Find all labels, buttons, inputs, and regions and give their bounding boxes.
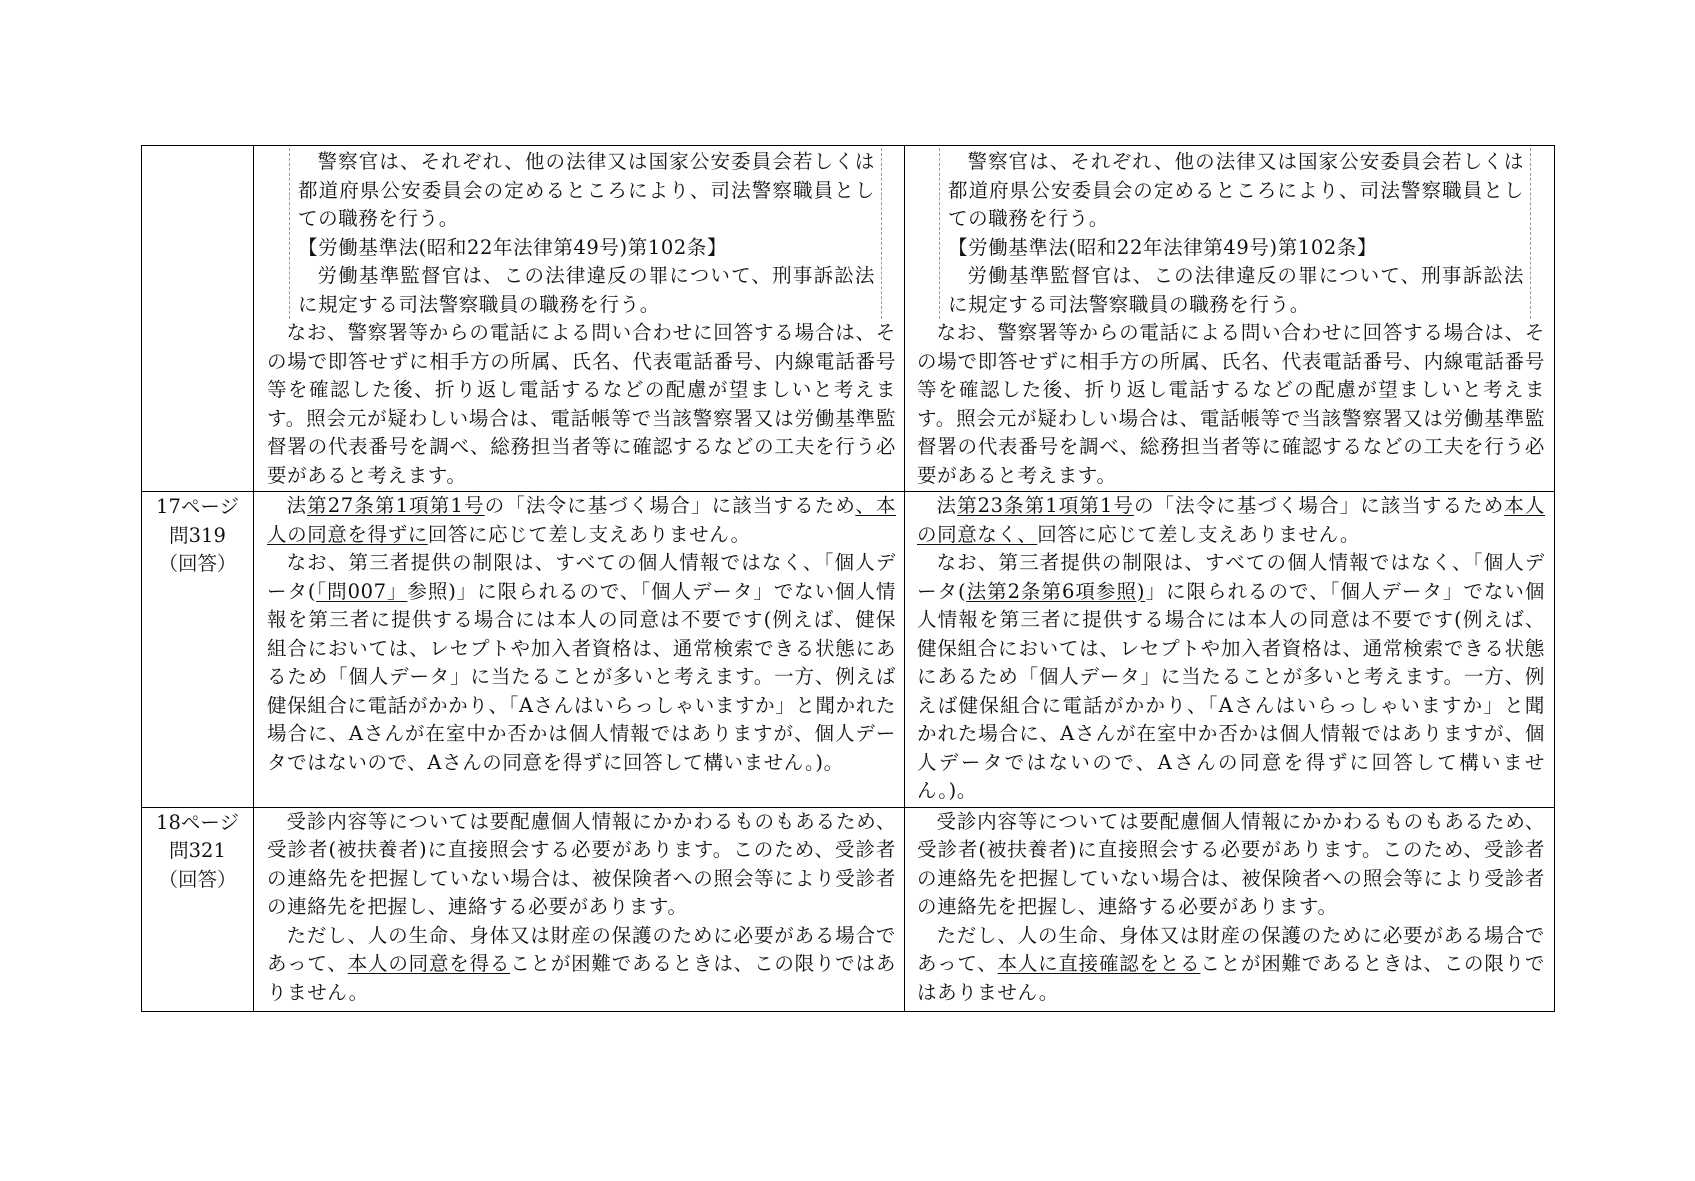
- paragraph: 受診内容等については要配慮個人情報にかかわるものもあるため、受診者(被扶養者)に直接照会する必要があります。このため、受診者の連絡先を把握していない場合は、被保険者への照会等により受診者の連絡先を把握し、連絡する必要があります。: [267, 809, 896, 918]
- paragraph: 法第23条第1項第1号の「法令に基づく場合」に該当するため本人の同意なく、回答に応じて差し支えありません。: [917, 494, 1545, 546]
- quote-heading: 【労働基準法(昭和22年法律第49号)第102条】: [298, 235, 728, 259]
- paragraph: ただし、人の生命、身体又は財産の保護のために必要がある場合であって、本人の同意を得ることが困難であるときは、この限りではありません。: [267, 923, 896, 1004]
- paragraph: なお、警察署等からの電話による問い合わせに回答する場合は、その場で即答せずに相手方の所属、氏名、代表電話番号、内線電話番号等を確認した後、折り返し電話するなどの配慮が望ましいと考えます。照会元が疑わしい場合は、電話帳等で当該警察署又は労働基準監督署の代表番号を調べ、総務担当者等に確認するなどの工夫を行う必要があると考えます。: [917, 321, 1545, 487]
- paragraph: なお、第三者提供の制限は、すべての個人情報ではなく、「個人データ(法第2条第6項参照)」に限られるので、「個人データ」でない個人情報を第三者に提供する場合には本人の同意は不要です(例えば、健保組合においては、レセプトや加入者資格は、通常検索できる状態にあるため「個人データ」に当たることが多いと考えます。一方、例えば健保組合に電話がかかり、「Aさんはいらっしゃいますか」と聞かれた場合に、Aさんが在室中か否かは個人情報ではありますが、個人データではないので、Aさんの同意を得ずに回答して構いません。)。: [917, 551, 1545, 802]
- paragraph: なお、警察署等からの電話による問い合わせに回答する場合は、その場で即答せずに相手方の所属、氏名、代表電話番号、内線電話番号等を確認した後、折り返し電話するなどの配慮が望ましいと考えます。照会元が疑わしい場合は、電話帳等で当該警察署又は労働基準監督署の代表番号を調べ、総務担当者等に確認するなどの工夫を行う必要があると考えます。: [267, 321, 896, 487]
- current-text-cell: [905, 146, 1553, 491]
- paragraph: 法第27条第1項第1号の「法令に基づく場合」に該当するため、本人の同意を得ずに回答に応じて差し支えありません。: [267, 494, 896, 546]
- quote-continuation: 警察官は、それぞれ、他の法律又は国家公安委員会若しくは都道府県公安委員会の定めるところにより、司法警察職員としての職務を行う。: [948, 150, 1524, 230]
- underlined-text: 本人の同意なく、: [917, 494, 1545, 546]
- underlined-text: 本人に直接確認をとる: [997, 952, 1201, 975]
- underlined-text: 本人の同意を得る: [347, 952, 511, 975]
- row-label: 18ページ 問321 （回答）: [142, 808, 254, 1012]
- revised-text-cell: [254, 808, 905, 1012]
- quote-body: 労働基準監督官は、この法律違反の罪について、刑事訴訟法に規定する司法警察職員の職務を行う。: [948, 264, 1524, 316]
- table-row: [142, 807, 1554, 1012]
- table-row: [142, 146, 1554, 491]
- paragraph: ただし、人の生命、身体又は財産の保護のために必要がある場合であって、本人に直接確認をとることが困難であるときは、この限りではありません。: [917, 923, 1545, 1004]
- revised-text-cell: [254, 146, 905, 491]
- underlined-text: 法第2条第6項参照): [966, 579, 1146, 603]
- quote-body: 労働基準監督官は、この法律違反の罪について、刑事訴訟法に規定する司法警察職員の職務を行う。: [298, 264, 875, 316]
- quoted-law-box: [289, 148, 882, 319]
- quoted-law-box: [939, 148, 1531, 319]
- paragraph: 受診内容等については要配慮個人情報にかかわるものもあるため、受診者(被扶養者)に直接照会する必要があります。このため、受診者の連絡先を把握していない場合は、被保険者への照会等により受診者の連絡先を把握し、連絡する必要があります。: [917, 809, 1545, 918]
- quote-heading: 【労働基準法(昭和22年法律第49号)第102条】: [948, 235, 1378, 259]
- underlined-text: 第27条第1項第1号: [307, 494, 485, 517]
- table-row: [142, 491, 1554, 807]
- row-label: [142, 146, 254, 491]
- row-label: 17ページ 問319 （回答）: [142, 492, 254, 807]
- underlined-text: 「問007」: [316, 579, 408, 603]
- current-text-cell: [905, 808, 1553, 1012]
- current-text-cell: [905, 492, 1553, 807]
- revised-text-cell: [254, 492, 905, 807]
- underlined-text: 、本人の同意を得ずに: [267, 494, 896, 546]
- comparison-table: [141, 145, 1555, 1012]
- quote-continuation: 警察官は、それぞれ、他の法律又は国家公安委員会若しくは都道府県公安委員会の定めるところにより、司法警察職員としての職務を行う。: [298, 150, 875, 230]
- paragraph: なお、第三者提供の制限は、すべての個人情報ではなく、「個人データ(「問007」参照)」に限られるので、「個人データ」でない個人情報を第三者に提供する場合には本人の同意は不要です(例えば、健保組合においては、レセプトや加入者資格は、通常検索できる状態にあるため「個人データ」に当たることが多いと考えます。一方、例えば健保組合に電話がかかり、「Aさんはいらっしゃいますか」と聞かれた場合に、Aさんが在室中か否かは個人情報ではありますが、個人データではないので、Aさんの同意を得ずに回答して構いません。)。: [267, 551, 896, 774]
- underlined-text: 第23条第1項第1号: [957, 494, 1134, 517]
